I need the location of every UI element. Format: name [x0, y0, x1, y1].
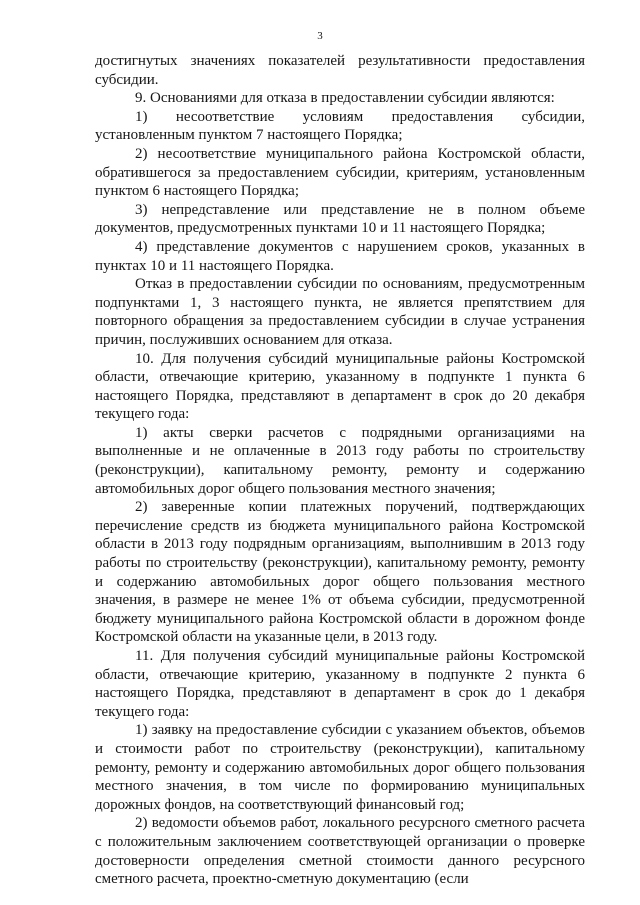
paragraph-item-10-heading: 10. Для получения субсидий муниципальные районы Костромской области, отвечающие критерию, указанному в подпункте 1 пункта 6 настоящего Порядка, представляют в департамент в срок до 20 декабря текущего года:	[95, 350, 585, 423]
page-number: 3	[317, 30, 323, 42]
paragraph-item-11-heading: 11. Для получения субсидий муниципальные районы Костромской области, отвечающие критерию, указанному в подпункте 2 пункта 6 настоящего Порядка, представляют в департамент в срок до 1 декабря текущего года:	[95, 648, 585, 720]
paragraph-refusal-note: Отказ в предоставлении субсидии по основаниям, предусмотренным подпунктами 1, 3 настоящего пункта, не является препятствием для повторного обращения за предоставлением субсидии в случае устранения причин, послуживших основанием для отказа.	[95, 276, 585, 348]
paragraph-item-9-1: 1) несоответствие условиям предоставления субсидии, установленным пунктом 7 настоящего Порядка;	[95, 108, 585, 144]
paragraph-item-11-1: 1) заявку на предоставление субсидии с указанием объектов, объемов и стоимости работ по строительству (реконструкции), капитальному ремонту, ремонту и содержанию автомобильных дорог общего пользования местного значения, в том числе по формированию муниципальных дорожных фондов, на соответствующий финансовый год;	[95, 722, 585, 813]
paragraph-item-9-2: 2) несоответствие муниципального района Костромской области, обратившегося за предоставлением субсидии, критериям, установленным пунктом 6 настоящего Порядка;	[95, 145, 585, 200]
paragraph-item-10-2: 2) заверенные копии платежных поручений, подтверждающих перечисление средств из бюджета муниципального района Костромской области в 2013 году подрядным организациям, выполнившим в 2013 году работы по строительству (реконструкции), капитальному ремонту, ремонту и содержанию автомобильных дорог общего пользования местного значения, в размере не менее 1% от объема субсидии, предусмотренной бюджету муниципального района Костромской области в дорожном фонде Костромской области на указанные цели, в 2013 году.	[95, 499, 585, 646]
paragraph-continuation: достигнутых значениях показателей результативности предоставления субсидии.	[95, 53, 585, 88]
paragraph-item-10-1: 1) акты сверки расчетов с подрядными организациями на выполненные и не оплаченные в 2013 году работы по строительству (реконструкции), капитальному ремонту, ремонту и содержанию автомобильных дорог общего пользования местного значения;	[95, 424, 585, 497]
paragraph-item-9-3: 3) непредставление или представление не в полном объеме документов, предусмотренных пунктами 10 и 11 настоящего Порядка;	[95, 201, 585, 237]
paragraph-item-11-2: 2) ведомости объемов работ, локального ресурсного сметного расчета с положительным заключением соответствующей организации о проверке достоверности определения сметной стоимости данного ресурсного сметного расчета, проектно-сметную документацию (если	[95, 815, 585, 888]
paragraph-item-9-4: 4) представление документов с нарушением сроков, указанных в пунктах 10 и 11 настоящего Порядка.	[95, 238, 585, 274]
document-body	[95, 52, 585, 889]
paragraph-item-9-heading: 9. Основаниями для отказа в предоставлении субсидии являются:	[135, 90, 555, 107]
